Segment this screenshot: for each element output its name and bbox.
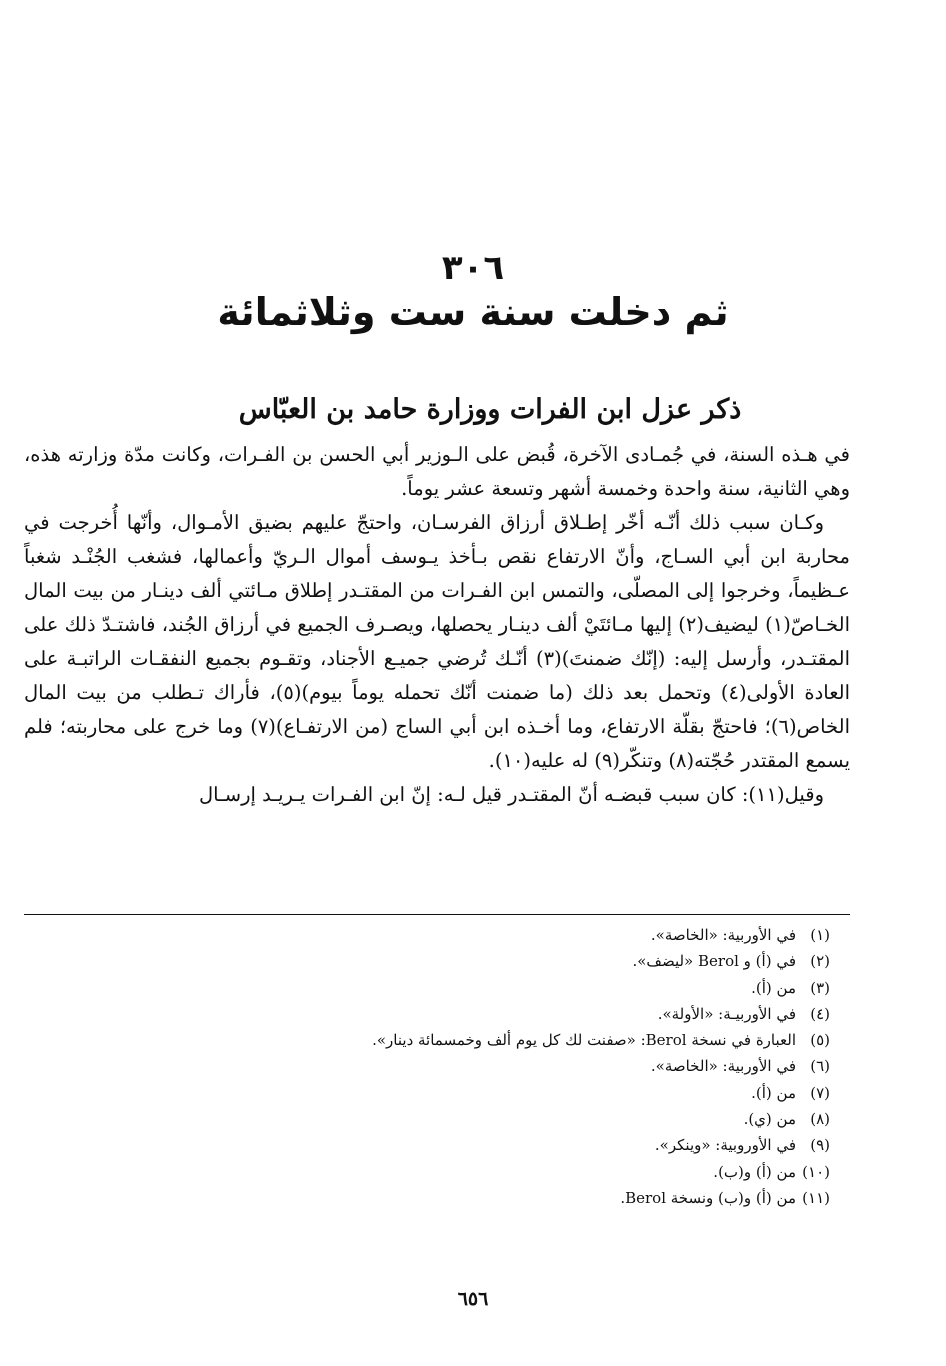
page-number: ٦٥٦ [457,1288,489,1310]
footnote-text: في (أ) و Berol «ليضف». [632,952,796,971]
footnote [24,1106,830,1132]
footnote-text: العبارة في نسخة Berol: «صفنت لك كل يوم ألف وخمسمائة دينار». [372,1031,796,1050]
footnote-text: من (أ). [751,978,796,997]
footnote-number: (٨) [810,1110,830,1129]
paragraph: وقيل(١١): كان سبب قبضـه أنّ المقتـدر قيل لـه: إنّ ابن الفـرات يـريـد إرسـال [198,783,824,806]
section-heading: ذكر عزل ابن الفرات ووزارة حامد بن العبّاس [238,394,742,425]
footnote-number: (٢) [810,952,830,971]
footnote-text: في الأوربية: «الخاصة». [650,1057,796,1076]
footnote-divider [24,914,850,915]
footnote-number: (١) [810,926,830,944]
footnote-number: (٦) [810,1057,830,1076]
footnote [24,1159,830,1185]
footnote-number: (٥) [810,1031,830,1050]
footnote-text: في الأوربية: «الخاصة». [650,926,796,944]
footnote [24,1053,830,1079]
footnotes-list [24,922,830,1211]
footnote-text: من (أ) و(ب) ونسخة Berol. [620,1188,796,1207]
footnote-number: (٤) [810,1004,830,1023]
footnote-text: من (أ) و(ب). [713,1162,796,1181]
paragraph: وكـان سبب ذلك أنّـه أخّر إطـلاق أرزاق الفرسـان، واحتجّ عليهم بضيق الأمـوال، وأنّها أُخرجت في محاربة ابن أبي السـاج، وأنّ الارتفاع نقص بـأخذ يـوسف أموال الـريّ وأعمالها، فشغب الجُنْـد شغباً عـظيماً، وخرجوا إلى المصلّى، والتمس ابن الفـرات من المقتـدر إطلاق مـائتي ألف دينـار من بيت المال الخـاصّ(١) ليضيف(٢) إليها مـائتَيْ ألف دينـار يحصلها، ويصـرف الجميع في أرزاق الجُند، فاشتـدّ ذلك على المقتـدر، وأرسل إليه: (إنّك ضمنتَ)(٣) أنّـك تُرضي جميـع الأجناد، وتقـوم بجميع النفقـات الراتبـة على العادة الأولى(٤) وتحمل بعد ذلك (ما ضمنت أنّك تحمله يوماً بيوم)(٥)، فأراك تـطلب من بيت المال الخاص(٦)؛ فاحتجّ بقلّة الارتفاع، وما أخـذه ابن أبي الساج (من الارتفـاع)(٧) وما خرج على محاربته؛ فلم يسمع المقتدر حُجّته(٨) وتنكّر(٩) له عليه(١٠). [24,511,851,772]
footnote-text: من (أ). [751,1083,796,1102]
footnote [24,1185,830,1211]
body-text [24,438,850,812]
footnote-number: (١٠) [802,1162,830,1181]
footnote [24,1080,830,1106]
footnote-text: في الأوروبية: «وينكر». [654,1136,796,1155]
footnote-text: في الأوربيـة: «الأولة». [657,1004,796,1023]
paragraph: في هـذه السنة، في جُمـادى الآخرة، قُبض على الـوزير أبي الحسن بن الفـرات، وكانت مدّة وزارته هذه، وهي الثانية، سنة واحدة وخمسة أشهر وتسعة عشر يوماً. [24,443,850,500]
footnote [24,1027,830,1053]
footnote [24,1001,830,1027]
footnote [24,975,830,1001]
footnote [24,1132,830,1158]
footnote-number: (١١) [802,1188,830,1207]
footnote-number: (٣) [810,978,830,997]
footnote-number: (٩) [810,1136,830,1155]
footnote [24,948,830,974]
footnote-number: (٧) [810,1083,830,1102]
footnote [24,922,830,948]
year-number: ٣٠٦ [441,248,505,288]
footnote-text: من (ي). [743,1110,796,1129]
chapter-title: ثم دخلت سنة ست وثلاثمائة [217,290,729,334]
